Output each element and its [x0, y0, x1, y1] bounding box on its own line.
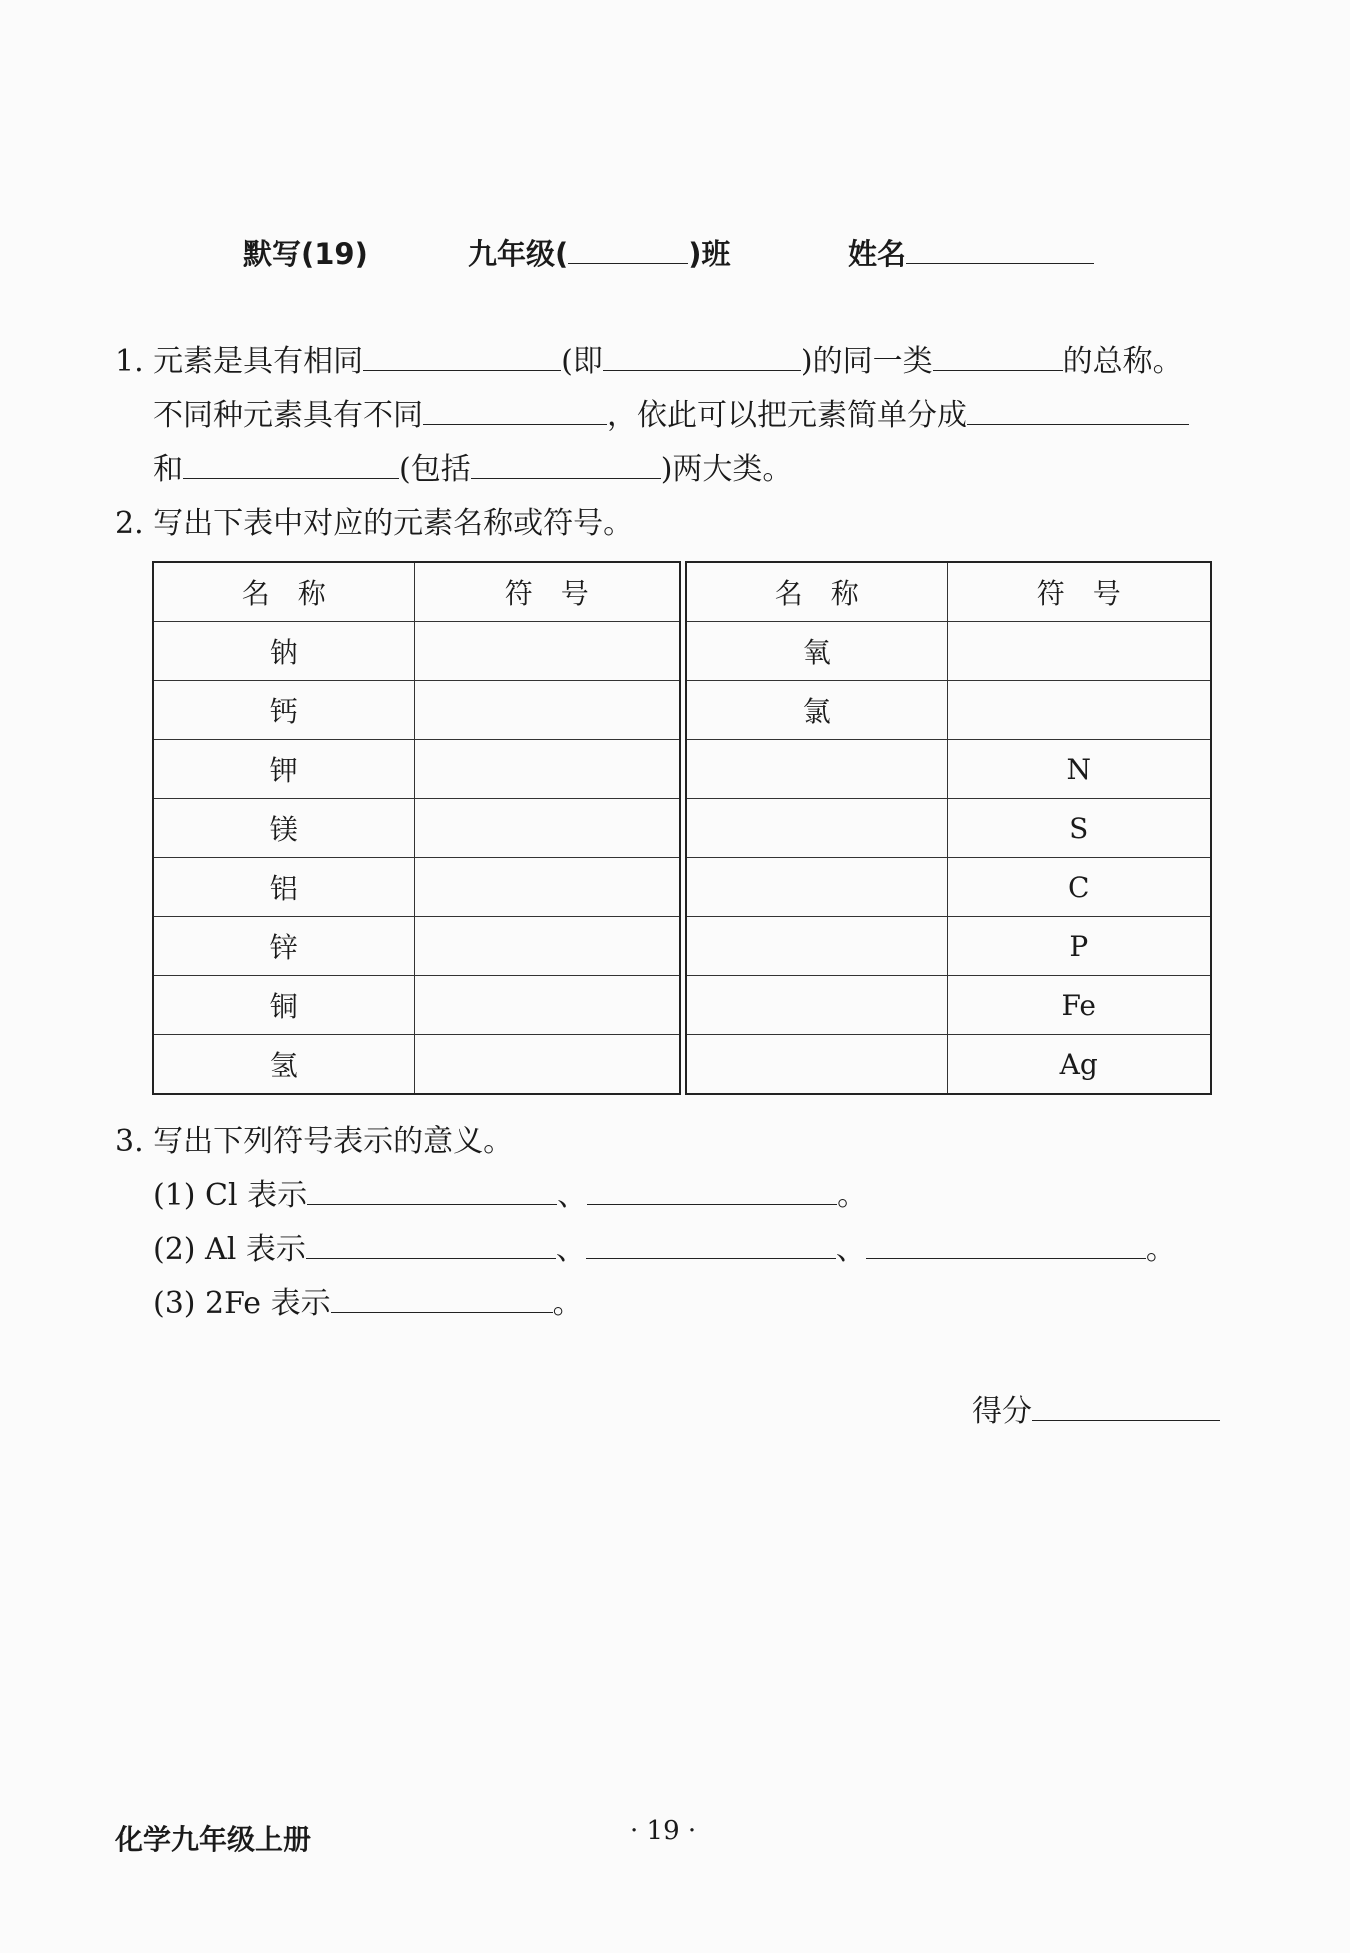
symbol-answer-cell[interactable]	[414, 740, 680, 799]
element-name-cell: 镁	[153, 799, 414, 858]
element-table-right	[685, 561, 1212, 1095]
name-answer-cell[interactable]	[686, 799, 947, 858]
name-label: 姓名	[848, 237, 907, 271]
table-header-row	[153, 562, 680, 622]
table-row	[686, 681, 1211, 740]
class-field	[468, 232, 731, 273]
q3-item2-blank-1[interactable]	[306, 1228, 556, 1259]
symbol-answer-cell[interactable]	[414, 622, 680, 681]
score-blank[interactable]	[1032, 1390, 1220, 1421]
q1-line3	[153, 448, 792, 492]
name-answer-cell[interactable]	[686, 1035, 947, 1095]
score-field	[972, 1390, 1220, 1434]
period: 。	[552, 1286, 583, 1321]
q1-line2	[153, 394, 1189, 438]
name-answer-cell: 氯	[686, 681, 947, 740]
q1-blank-2[interactable]	[603, 340, 801, 371]
worksheet-title: 默写(19)	[243, 237, 368, 271]
q1-text-c: )的同一类	[800, 344, 933, 379]
q1-line1	[115, 340, 1183, 384]
symbol-answer-cell[interactable]	[414, 858, 680, 917]
table-row	[686, 858, 1211, 917]
name-answer-cell[interactable]	[686, 976, 947, 1035]
q1-blank-7[interactable]	[471, 448, 661, 479]
symbol-answer-cell[interactable]	[947, 681, 1211, 740]
table-row	[153, 681, 680, 740]
symbol-answer-cell[interactable]	[414, 799, 680, 858]
element-name-cell: 钠	[153, 622, 414, 681]
q1-text-a: 1. 元素是具有相同	[115, 344, 364, 379]
q1-text-g: 和	[153, 452, 183, 487]
q3-item1-label: (1) Cl 表示	[153, 1178, 308, 1213]
class-blank[interactable]	[568, 234, 688, 264]
q1-text-f: ，依此可以把元素简单分成	[607, 398, 967, 433]
element-name-cell: 氢	[153, 1035, 414, 1095]
q3-item1-blank-2[interactable]	[587, 1174, 837, 1205]
q1-blank-3[interactable]	[933, 340, 1063, 371]
element-table	[152, 561, 1212, 1103]
q3-item2-blank-2[interactable]	[586, 1228, 836, 1259]
table-row	[153, 740, 680, 799]
q3-item1-blank-1[interactable]	[307, 1174, 557, 1205]
col-header-name: 名称	[153, 562, 414, 622]
symbol-answer-cell[interactable]	[947, 622, 1211, 681]
name-answer-cell: 氧	[686, 622, 947, 681]
element-symbol-cell: Fe	[947, 976, 1211, 1035]
table-row	[686, 976, 1211, 1035]
table-row	[153, 858, 680, 917]
table-row	[153, 622, 680, 681]
q1-text-d: 的总称。	[1062, 344, 1183, 379]
q1-text-i: )两大类。	[660, 452, 793, 487]
name-blank[interactable]	[906, 234, 1094, 264]
element-name-cell: 钾	[153, 740, 414, 799]
name-answer-cell[interactable]	[686, 917, 947, 976]
symbol-answer-cell[interactable]	[414, 976, 680, 1035]
score-label: 得分	[972, 1394, 1032, 1429]
col-header-name: 名称	[686, 562, 947, 622]
separator: 、	[555, 1232, 586, 1267]
element-name-cell: 钙	[153, 681, 414, 740]
q1-blank-4[interactable]	[423, 394, 607, 425]
q3-item1	[153, 1174, 867, 1218]
page-number: · 19 ·	[630, 1816, 697, 1846]
element-symbol-cell: P	[947, 917, 1211, 976]
table-header-row	[686, 562, 1211, 622]
q3-item2-label: (2) Al 表示	[153, 1232, 306, 1267]
element-symbol-cell: C	[947, 858, 1211, 917]
separator: 、	[557, 1178, 588, 1213]
q3-item2	[153, 1228, 1176, 1272]
symbol-answer-cell[interactable]	[414, 1035, 680, 1095]
q2-prompt: 2. 写出下表中对应的元素名称或符号。	[115, 506, 634, 541]
col-header-symbol: 符号	[947, 562, 1211, 622]
name-answer-cell[interactable]	[686, 740, 947, 799]
q3-item2-blank-3[interactable]	[866, 1228, 1146, 1259]
period: 。	[837, 1178, 868, 1213]
table-row	[686, 799, 1211, 858]
symbol-answer-cell[interactable]	[414, 681, 680, 740]
element-table-left	[152, 561, 681, 1095]
grade-prefix: 九年级(	[468, 237, 569, 271]
q3-item3-blank[interactable]	[331, 1282, 553, 1313]
q1-text-e: 不同种元素具有不同	[153, 398, 423, 433]
element-symbol-cell: Ag	[947, 1035, 1211, 1095]
table-row	[686, 622, 1211, 681]
worksheet-header	[0, 232, 1350, 276]
element-symbol-cell: S	[947, 799, 1211, 858]
element-symbol-cell: N	[947, 740, 1211, 799]
q1-text-h: (包括	[399, 452, 471, 487]
element-name-cell: 铜	[153, 976, 414, 1035]
period: 。	[1145, 1232, 1176, 1267]
table-row	[686, 740, 1211, 799]
q3-item3-label: (3) 2Fe 表示	[153, 1286, 331, 1321]
symbol-answer-cell[interactable]	[414, 917, 680, 976]
q3-item3	[153, 1282, 583, 1326]
separator: 、	[835, 1232, 866, 1267]
table-row	[686, 917, 1211, 976]
name-answer-cell[interactable]	[686, 858, 947, 917]
name-field	[848, 232, 1094, 273]
table-row	[153, 799, 680, 858]
q1-blank-6[interactable]	[183, 448, 399, 479]
q1-blank-1[interactable]	[363, 340, 561, 371]
table-row	[153, 1035, 680, 1095]
grade-suffix: )班	[688, 237, 731, 271]
q3-prompt: 3. 写出下列符号表示的意义。	[115, 1124, 514, 1159]
element-name-cell: 锌	[153, 917, 414, 976]
q1-blank-5[interactable]	[967, 394, 1189, 425]
table-row	[686, 1035, 1211, 1095]
element-name-cell: 铝	[153, 858, 414, 917]
col-header-symbol: 符号	[414, 562, 680, 622]
q1-text-b: (即	[561, 344, 603, 379]
table-row	[153, 917, 680, 976]
table-row	[153, 976, 680, 1035]
book-title: 化学九年级上册	[115, 1823, 312, 1856]
